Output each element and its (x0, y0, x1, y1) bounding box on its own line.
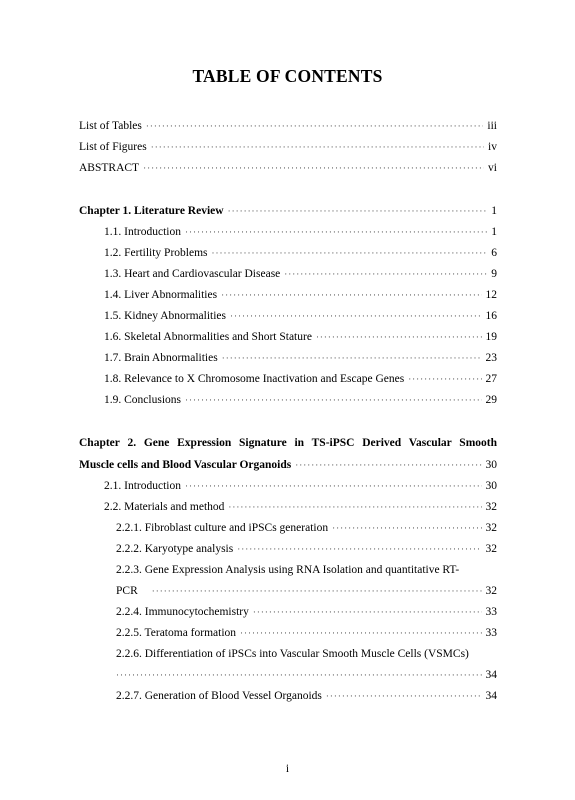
dot-leader (408, 372, 481, 386)
toc-section[interactable] (104, 267, 497, 281)
toc-section-label: 2.2. Materials and method (104, 501, 225, 513)
dot-leader (146, 119, 484, 133)
toc-subsection-page: 32 (485, 522, 497, 534)
toc-section-page: 16 (485, 310, 497, 322)
toc-section-page: 6 (491, 247, 497, 259)
toc-subsection-label: 2.2.4. Immunocytochemistry (116, 606, 249, 618)
toc-section-label: 1.7. Brain Abnormalities (104, 352, 218, 364)
toc-subsection[interactable] (116, 542, 497, 556)
toc-entry-label: ABSTRACT (79, 162, 140, 174)
toc-entry-page: vi (488, 162, 497, 174)
toc-section[interactable] (104, 393, 497, 407)
toc-subsection-page: 33 (485, 627, 497, 639)
toc-section[interactable] (104, 500, 497, 514)
toc-section-label: 1.2. Fertility Problems (104, 247, 208, 259)
dot-leader (151, 140, 484, 154)
dot-leader (221, 288, 481, 302)
toc-section-page: 30 (485, 480, 497, 492)
toc-subsection-label: PCR (116, 585, 138, 597)
dot-leader (240, 626, 481, 640)
dot-leader (230, 309, 481, 323)
toc-section-page: 32 (485, 501, 497, 513)
toc-section[interactable] (104, 246, 497, 260)
toc-section[interactable] (104, 225, 497, 239)
toc-section-label: 1.1. Introduction (104, 226, 181, 238)
dot-leader (326, 689, 482, 703)
toc-subsection-page: 34 (485, 669, 497, 681)
dot-leader (152, 584, 482, 598)
dot-leader (143, 161, 484, 175)
toc-section-label: 1.5. Kidney Abnormalities (104, 310, 227, 322)
toc-chapter-label: Muscle cells and Blood Vascular Organoids (79, 459, 292, 471)
toc-subsection-label: 2.2.7. Generation of Blood Vessel Organoids (116, 690, 322, 702)
toc-subsection[interactable] (116, 584, 497, 598)
toc-subsection[interactable] (116, 605, 497, 619)
toc-subsection[interactable] (116, 689, 497, 703)
dot-leader (228, 500, 481, 514)
toc-entry-abstract[interactable] (79, 161, 497, 175)
toc-section-page: 1 (491, 226, 497, 238)
toc-section-label: 2.1. Introduction (104, 480, 181, 492)
toc-subsection-line1[interactable]: 2.2.6. Differentiation of iPSCs into Vascular Smooth Muscle Cells (VSMCs) (116, 648, 469, 660)
toc-subsection[interactable] (116, 668, 497, 682)
toc-section-page: 12 (485, 289, 497, 301)
toc-chapter-page: 30 (485, 459, 497, 471)
dot-leader (332, 521, 481, 535)
toc-subsection-page: 32 (485, 585, 497, 597)
toc-entry-page: iv (488, 141, 497, 153)
dot-leader (253, 605, 482, 619)
toc-chapter-1[interactable] (79, 204, 497, 218)
dot-leader (295, 458, 481, 472)
toc-section-page: 9 (491, 268, 497, 280)
toc-chapter-page: 1 (491, 205, 497, 217)
dot-leader (185, 225, 487, 239)
toc-section[interactable] (104, 351, 497, 365)
toc-section[interactable] (104, 479, 497, 493)
toc-section-page: 27 (485, 373, 497, 385)
toc-subsection-label: 2.2.1. Fibroblast culture and iPSCs generation (116, 522, 329, 534)
dot-leader (212, 246, 488, 260)
toc-section[interactable] (104, 330, 497, 344)
toc-section[interactable] (104, 288, 497, 302)
toc-chapter-2[interactable] (79, 458, 497, 472)
toc-section-label: 1.9. Conclusions (104, 394, 181, 406)
toc-entry-list-of-figures[interactable] (79, 140, 497, 154)
dot-leader (116, 668, 482, 682)
toc-section-label: 1.6. Skeletal Abnormalities and Short Stature (104, 331, 312, 343)
toc-section-page: 23 (485, 352, 497, 364)
toc-section-label: 1.4. Liver Abnormalities (104, 289, 218, 301)
page-number: i (285, 763, 290, 775)
toc-chapter-2-line1[interactable]: Chapter 2. Gene Expression Signature in TS-iPSC Derived Vascular Smooth (79, 437, 497, 449)
dot-leader (222, 351, 482, 365)
dot-leader (316, 330, 482, 344)
toc-section[interactable] (104, 372, 497, 386)
toc-subsection-label: 2.2.5. Teratoma formation (116, 627, 237, 639)
dot-leader (284, 267, 487, 281)
toc-section-label: 1.8. Relevance to X Chromosome Inactivation and Escape Genes (104, 373, 405, 385)
toc-section-label: 1.3. Heart and Cardiovascular Disease (104, 268, 281, 280)
dot-leader (228, 204, 488, 218)
toc-subsection-label: 2.2.2. Karyotype analysis (116, 543, 234, 555)
dot-leader (185, 393, 482, 407)
dot-leader (185, 479, 482, 493)
toc-subsection-page: 33 (485, 606, 497, 618)
dot-leader (237, 542, 481, 556)
toc-subsection[interactable] (116, 626, 497, 640)
toc-entry-label: List of Figures (79, 141, 147, 153)
toc-section-page: 29 (485, 394, 497, 406)
toc-entry-list-of-tables[interactable] (79, 119, 497, 133)
toc-subsection-page: 34 (485, 690, 497, 702)
toc-section-page: 19 (485, 331, 497, 343)
toc-entry-page: iii (487, 120, 497, 132)
toc-chapter-label: Chapter 1. Literature Review (79, 205, 224, 217)
page-title: TABLE OF CONTENTS (192, 66, 383, 86)
toc-subsection-line1[interactable]: 2.2.3. Gene Expression Analysis using RNA Isolation and quantitative RT- (116, 564, 460, 576)
toc-subsection[interactable] (116, 521, 497, 535)
toc-section[interactable] (104, 309, 497, 323)
toc-subsection-page: 32 (485, 543, 497, 555)
toc-entry-label: List of Tables (79, 120, 142, 132)
